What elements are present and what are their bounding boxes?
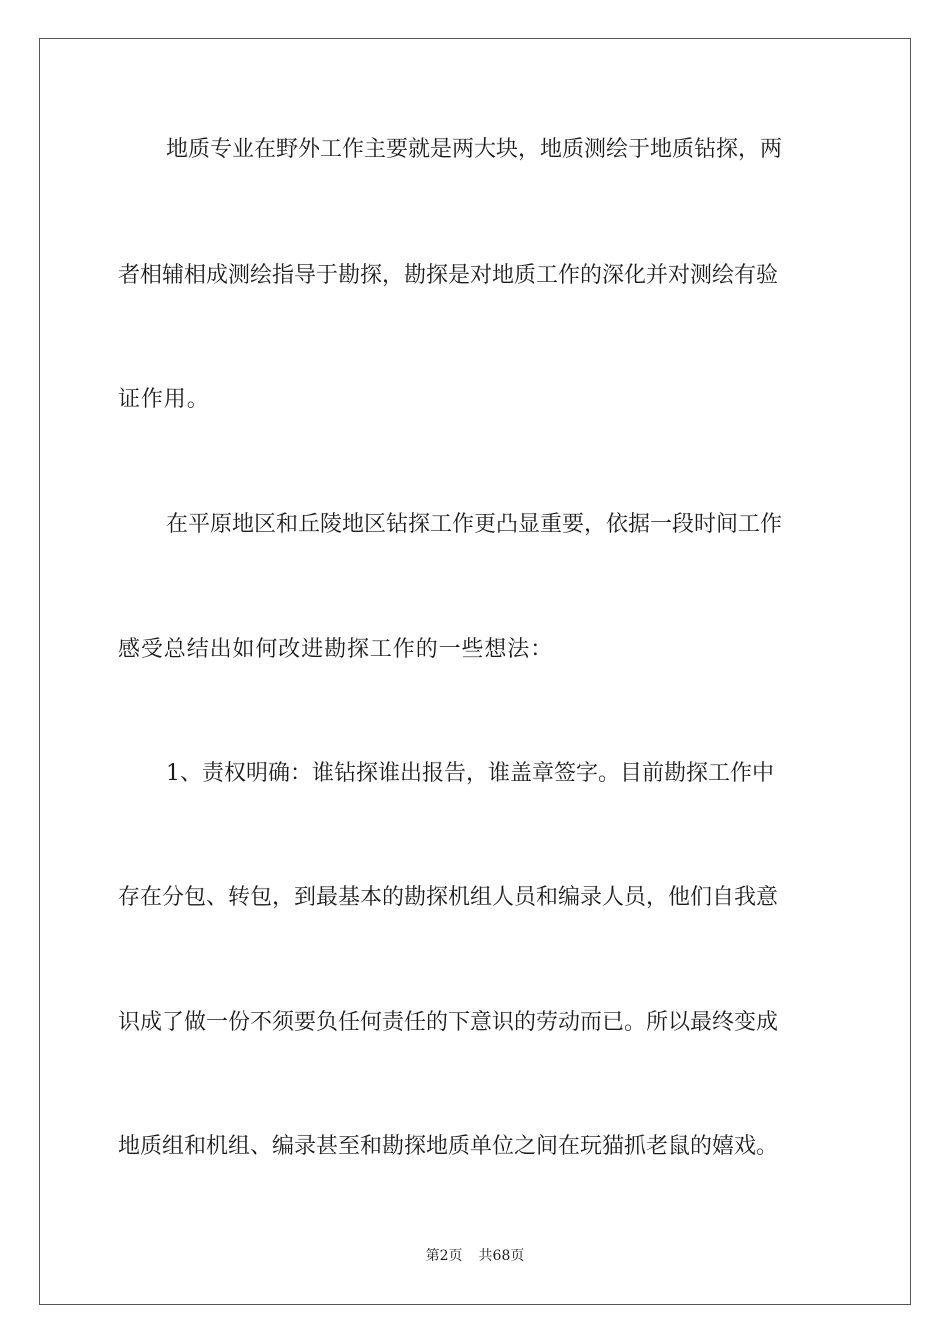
paragraph-1-line-1: 地质专业在野外工作主要就是两大块，地质测绘于地质钻探，两 bbox=[166, 137, 783, 162]
paragraph-1-line-3: 证作用。 bbox=[118, 387, 210, 412]
paragraph-3-line-2: 存在分包、转包，到最基本的勘探机组人员和编录人员，他们自我意 bbox=[118, 885, 779, 910]
paragraph-3-line-4: 地质组和机组、编录甚至和勘探地质单位之间在玩猫抓老鼠的嬉戏。 bbox=[118, 1134, 779, 1159]
paragraph-2-line-2: 感受总结出如何改进勘探工作的一些想法： bbox=[118, 637, 554, 662]
page-total: 共68页 bbox=[478, 1248, 525, 1264]
paragraph-3-line-1: 1、责权明确：谁钻探谁出报告，谁盖章签字。目前勘探工作中 bbox=[166, 761, 774, 786]
page-number: 第2页 bbox=[425, 1248, 463, 1264]
paragraph-1-line-2: 者相辅相成测绘指导于勘探，勘探是对地质工作的深化并对测绘有验 bbox=[118, 263, 779, 288]
page-footer bbox=[0, 1246, 950, 1266]
paragraph-3-line-3: 识成了做一份不须要负任何责任的下意识的劳动而已。所以最终变成 bbox=[118, 1010, 779, 1035]
paragraph-2-line-1: 在平原地区和丘陵地区钻探工作更凸显重要，依据一段时间工作 bbox=[166, 512, 783, 537]
page-border bbox=[39, 38, 911, 1305]
